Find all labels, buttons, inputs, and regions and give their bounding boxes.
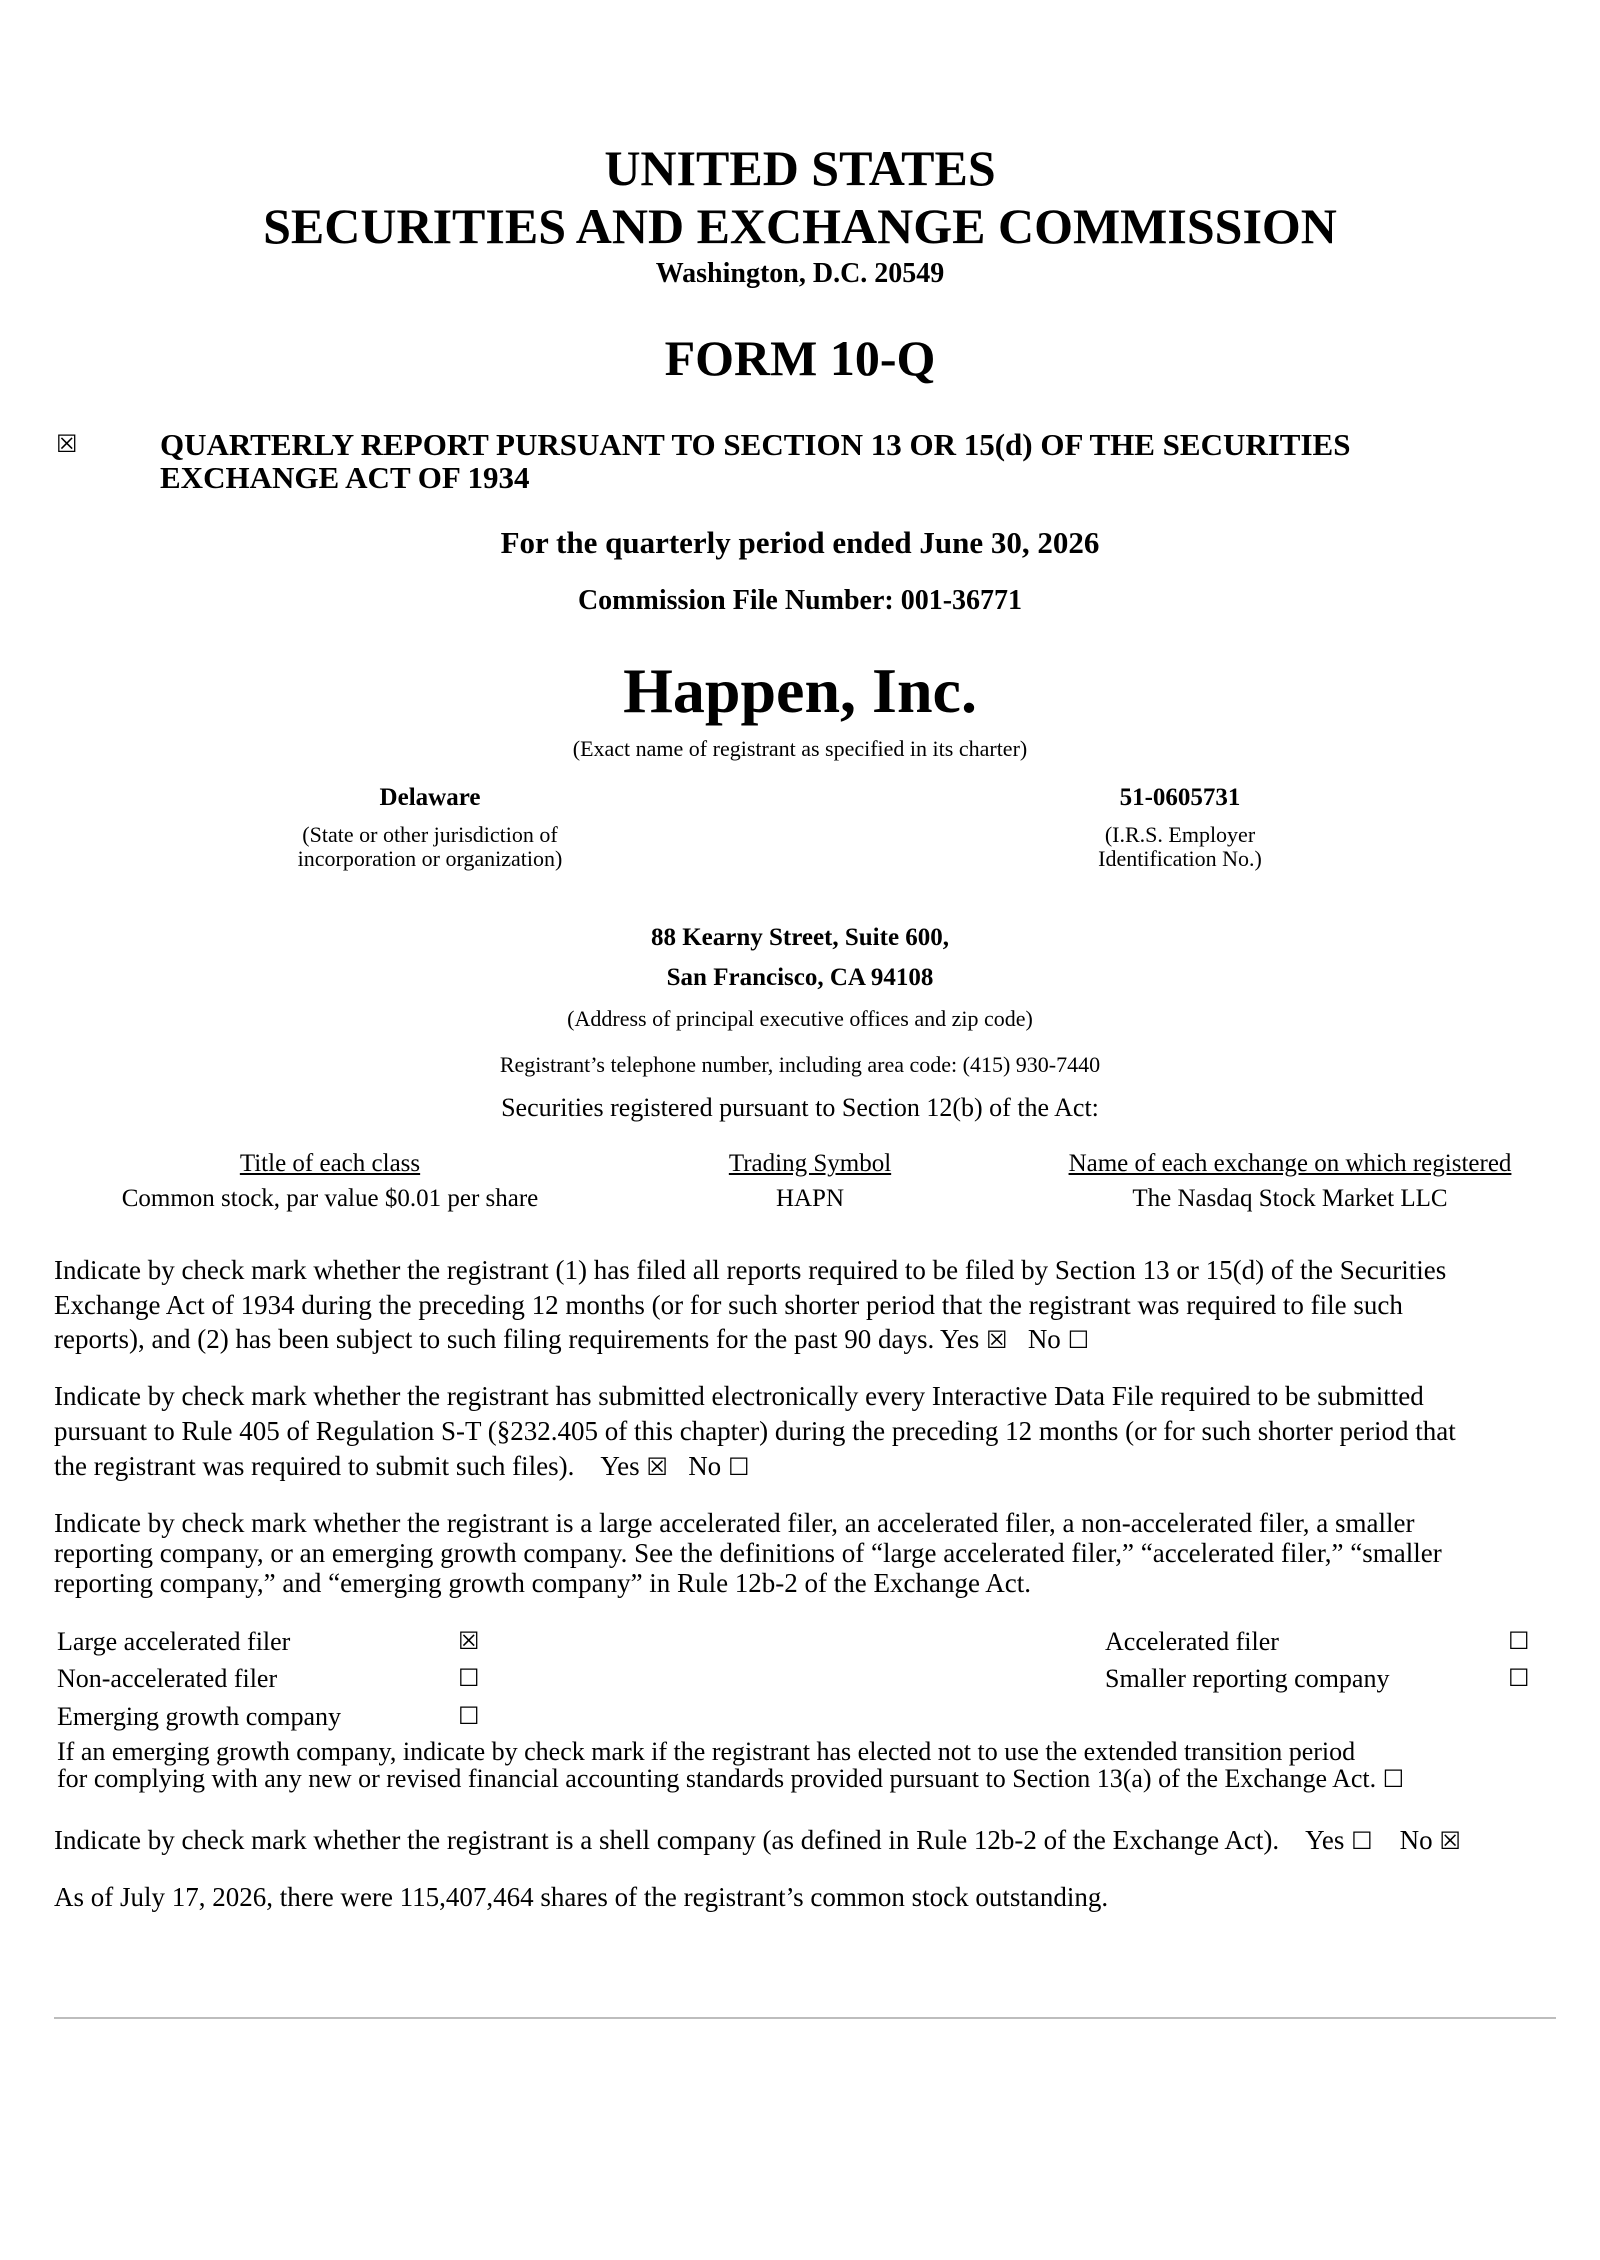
irs-employer-id: 51-0605731 <box>1119 784 1241 811</box>
q1-no-checkbox[interactable]: ☐ <box>1067 1326 1090 1354</box>
q1-line3 <box>54 1322 1089 1358</box>
address-caption: (Address of principal executive offices and zip code) <box>567 1006 1033 1031</box>
emerging-growth-company-label: Emerging growth company <box>57 1702 342 1731</box>
form-title: FORM 10-Q <box>664 330 936 386</box>
report-type-line1: QUARTERLY REPORT PURSUANT TO SECTION 13 OR 15(d) OF THE SECURITIES <box>160 427 1351 462</box>
non-accelerated-filer-label: Non-accelerated filer <box>57 1664 278 1693</box>
report-type-line2: EXCHANGE ACT OF 1934 <box>160 460 530 495</box>
shell-no-label: No <box>1399 1825 1433 1855</box>
q3-line3: reporting company,” and “emerging growth company” in Rule 12b-2 of the Exchange Act. <box>54 1568 1031 1598</box>
q2-yes-checkbox[interactable]: ☒ <box>646 1453 668 1481</box>
col-header-exchange: Name of each exchange on which registered <box>1068 1150 1512 1177</box>
large-accelerated-filer-checkbox[interactable]: ☒ <box>458 1627 480 1655</box>
shell-yes-checkbox[interactable]: ☐ <box>1351 1827 1373 1855</box>
col-header-title-of-class: Title of each class <box>239 1150 421 1177</box>
state-caption-line2: incorporation or organization) <box>297 846 563 871</box>
shell-company-text: Indicate by check mark whether the registrant is a shell company (as defined in Rule 12b-2 of the Exchange Act). <box>54 1825 1280 1855</box>
egc-note-line2 <box>57 1765 1404 1793</box>
commission-file-number: Commission File Number: 001-36771 <box>577 585 1023 616</box>
q1-no-label: No <box>1027 1324 1061 1354</box>
accelerated-filer-checkbox[interactable]: ☐ <box>1508 1627 1530 1655</box>
q1-line1: Indicate by check mark whether the registrant (1) has filed all reports required to be filed by Section 13 or 15(d) of the Securities <box>54 1255 1447 1285</box>
cell-title-of-class: Common stock, par value $0.01 per share <box>121 1185 539 1212</box>
q1-line3-text: reports), and (2) has been subject to such filing requirements for the past 90 days. Yes <box>54 1324 980 1354</box>
cell-exchange: The Nasdaq Stock Market LLC <box>1132 1185 1448 1212</box>
address-line2: San Francisco, CA 94108 <box>666 964 934 991</box>
egc-transition-checkbox[interactable]: ☐ <box>1382 1765 1405 1793</box>
shell-yes-label: Yes <box>1305 1825 1345 1855</box>
irs-caption-line1: (I.R.S. Employer <box>1104 822 1256 847</box>
shell-company-line <box>54 1823 1461 1859</box>
q3-line1: Indicate by check mark whether the registrant is a large accelerated filer, an accelerated filer, a non-accelerated filer, a smaller <box>54 1508 1415 1538</box>
q2-line1: Indicate by check mark whether the registrant has submitted electronically every Interactive Data File required to be submitted <box>54 1381 1424 1411</box>
q2-no-checkbox[interactable]: ☐ <box>727 1453 750 1481</box>
shares-outstanding: As of July 17, 2026, there were 115,407,464 shares of the registrant’s common stock outstanding. <box>54 1882 1109 1912</box>
accelerated-filer-label: Accelerated filer <box>1105 1627 1279 1656</box>
state-caption-line1: (State or other jurisdiction of <box>302 822 558 847</box>
q3-line2: reporting company, or an emerging growth company. See the definitions of “large accelerated filer,” “accelerated filer,” “smaller <box>54 1538 1442 1568</box>
emerging-growth-company-checkbox[interactable]: ☐ <box>458 1702 480 1730</box>
smaller-reporting-company-label: Smaller reporting company <box>1105 1664 1390 1693</box>
state-of-incorporation: Delaware <box>379 784 481 811</box>
large-accelerated-filer-label: Large accelerated filer <box>57 1627 291 1656</box>
egc-note-line1: If an emerging growth company, indicate by check mark if the registrant has elected not to use the extended transition period <box>57 1737 1356 1766</box>
col-header-trading-symbol: Trading Symbol <box>728 1150 892 1177</box>
irs-caption-line2: Identification No.) <box>1098 846 1262 871</box>
smaller-reporting-company-checkbox[interactable]: ☐ <box>1508 1664 1530 1692</box>
header-location: Washington, D.C. 20549 <box>655 258 945 289</box>
telephone-line: Registrant’s telephone number, including area code: (415) 930-7440 <box>499 1052 1101 1077</box>
q1-line2: Exchange Act of 1934 during the preceding 12 months (or for such shorter period that the registrant was required to file such <box>54 1290 1403 1320</box>
shell-no-checkbox[interactable]: ☒ <box>1439 1827 1461 1855</box>
address-line1: 88 Kearny Street, Suite 600, <box>650 924 950 951</box>
page-divider <box>54 2017 1556 2019</box>
q2-line3 <box>54 1449 749 1485</box>
egc-note-line2-text: for complying with any new or revised financial accounting standards provided pursuant to Section 13(a) of the Exchange Act. <box>57 1764 1377 1793</box>
header-agency-line1: UNITED STATES <box>604 140 996 196</box>
securities-intro: Securities registered pursuant to Section 12(b) of the Act: <box>501 1093 1099 1122</box>
q2-line3-text: the registrant was required to submit such files). <box>54 1451 575 1481</box>
cell-trading-symbol: HAPN <box>775 1185 845 1212</box>
header-agency-line2: SECURITIES AND EXCHANGE COMMISSION <box>263 198 1337 254</box>
quarterly-report-checkbox[interactable]: ☒ <box>56 430 78 458</box>
registrant-name: Happen, Inc. <box>623 655 977 726</box>
non-accelerated-filer-checkbox[interactable]: ☐ <box>458 1664 480 1692</box>
q2-no-label: No <box>688 1451 722 1481</box>
period-line: For the quarterly period ended June 30, 2026 <box>500 525 1100 560</box>
q2-line2: pursuant to Rule 405 of Regulation S-T (§232.405 of this chapter) during the preceding 12 months (or for such shorter period that <box>54 1416 1456 1446</box>
q1-yes-checkbox[interactable]: ☒ <box>986 1326 1008 1354</box>
q2-yes-label: Yes <box>600 1451 640 1481</box>
registrant-name-caption: (Exact name of registrant as specified in its charter) <box>572 736 1028 761</box>
